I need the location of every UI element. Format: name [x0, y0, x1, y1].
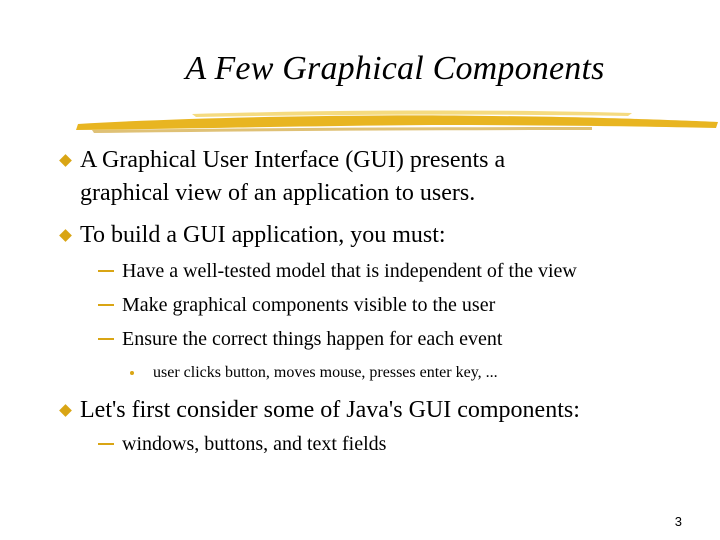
- subsub-bullet-text: user clicks button, moves mouse, presses enter key, ...: [153, 364, 498, 381]
- dot-bullet-icon: [130, 371, 134, 375]
- bullet-1-line-2: graphical view of an application to users.: [80, 180, 476, 206]
- page-number: 3: [674, 514, 682, 529]
- diamond-bullet-icon: [59, 229, 72, 242]
- bullet-3-text: Let's first consider some of Java's GUI components:: [80, 397, 580, 423]
- sub-bullet-1-text: Have a well-tested model that is independent of the view: [122, 260, 577, 282]
- bullet-1-line-1: A Graphical User Interface (GUI) presents a: [80, 147, 506, 173]
- dash-bullet-icon: [98, 304, 114, 306]
- sub-bullet-4-text: windows, buttons, and text fields: [122, 433, 387, 455]
- bullet-2-text: To build a GUI application, you must:: [80, 222, 446, 248]
- diamond-bullet-icon: [59, 404, 72, 417]
- diamond-bullet-icon: [59, 154, 72, 167]
- title-underline-stroke: [72, 104, 720, 138]
- dash-bullet-icon: [98, 443, 114, 445]
- slide-title: A Few Graphical Components: [185, 50, 605, 87]
- sub-bullet-2-text: Make graphical components visible to the user: [122, 294, 496, 316]
- dash-bullet-icon: [98, 270, 114, 272]
- dash-bullet-icon: [98, 338, 114, 340]
- sub-bullet-3-text: Ensure the correct things happen for each event: [122, 328, 503, 350]
